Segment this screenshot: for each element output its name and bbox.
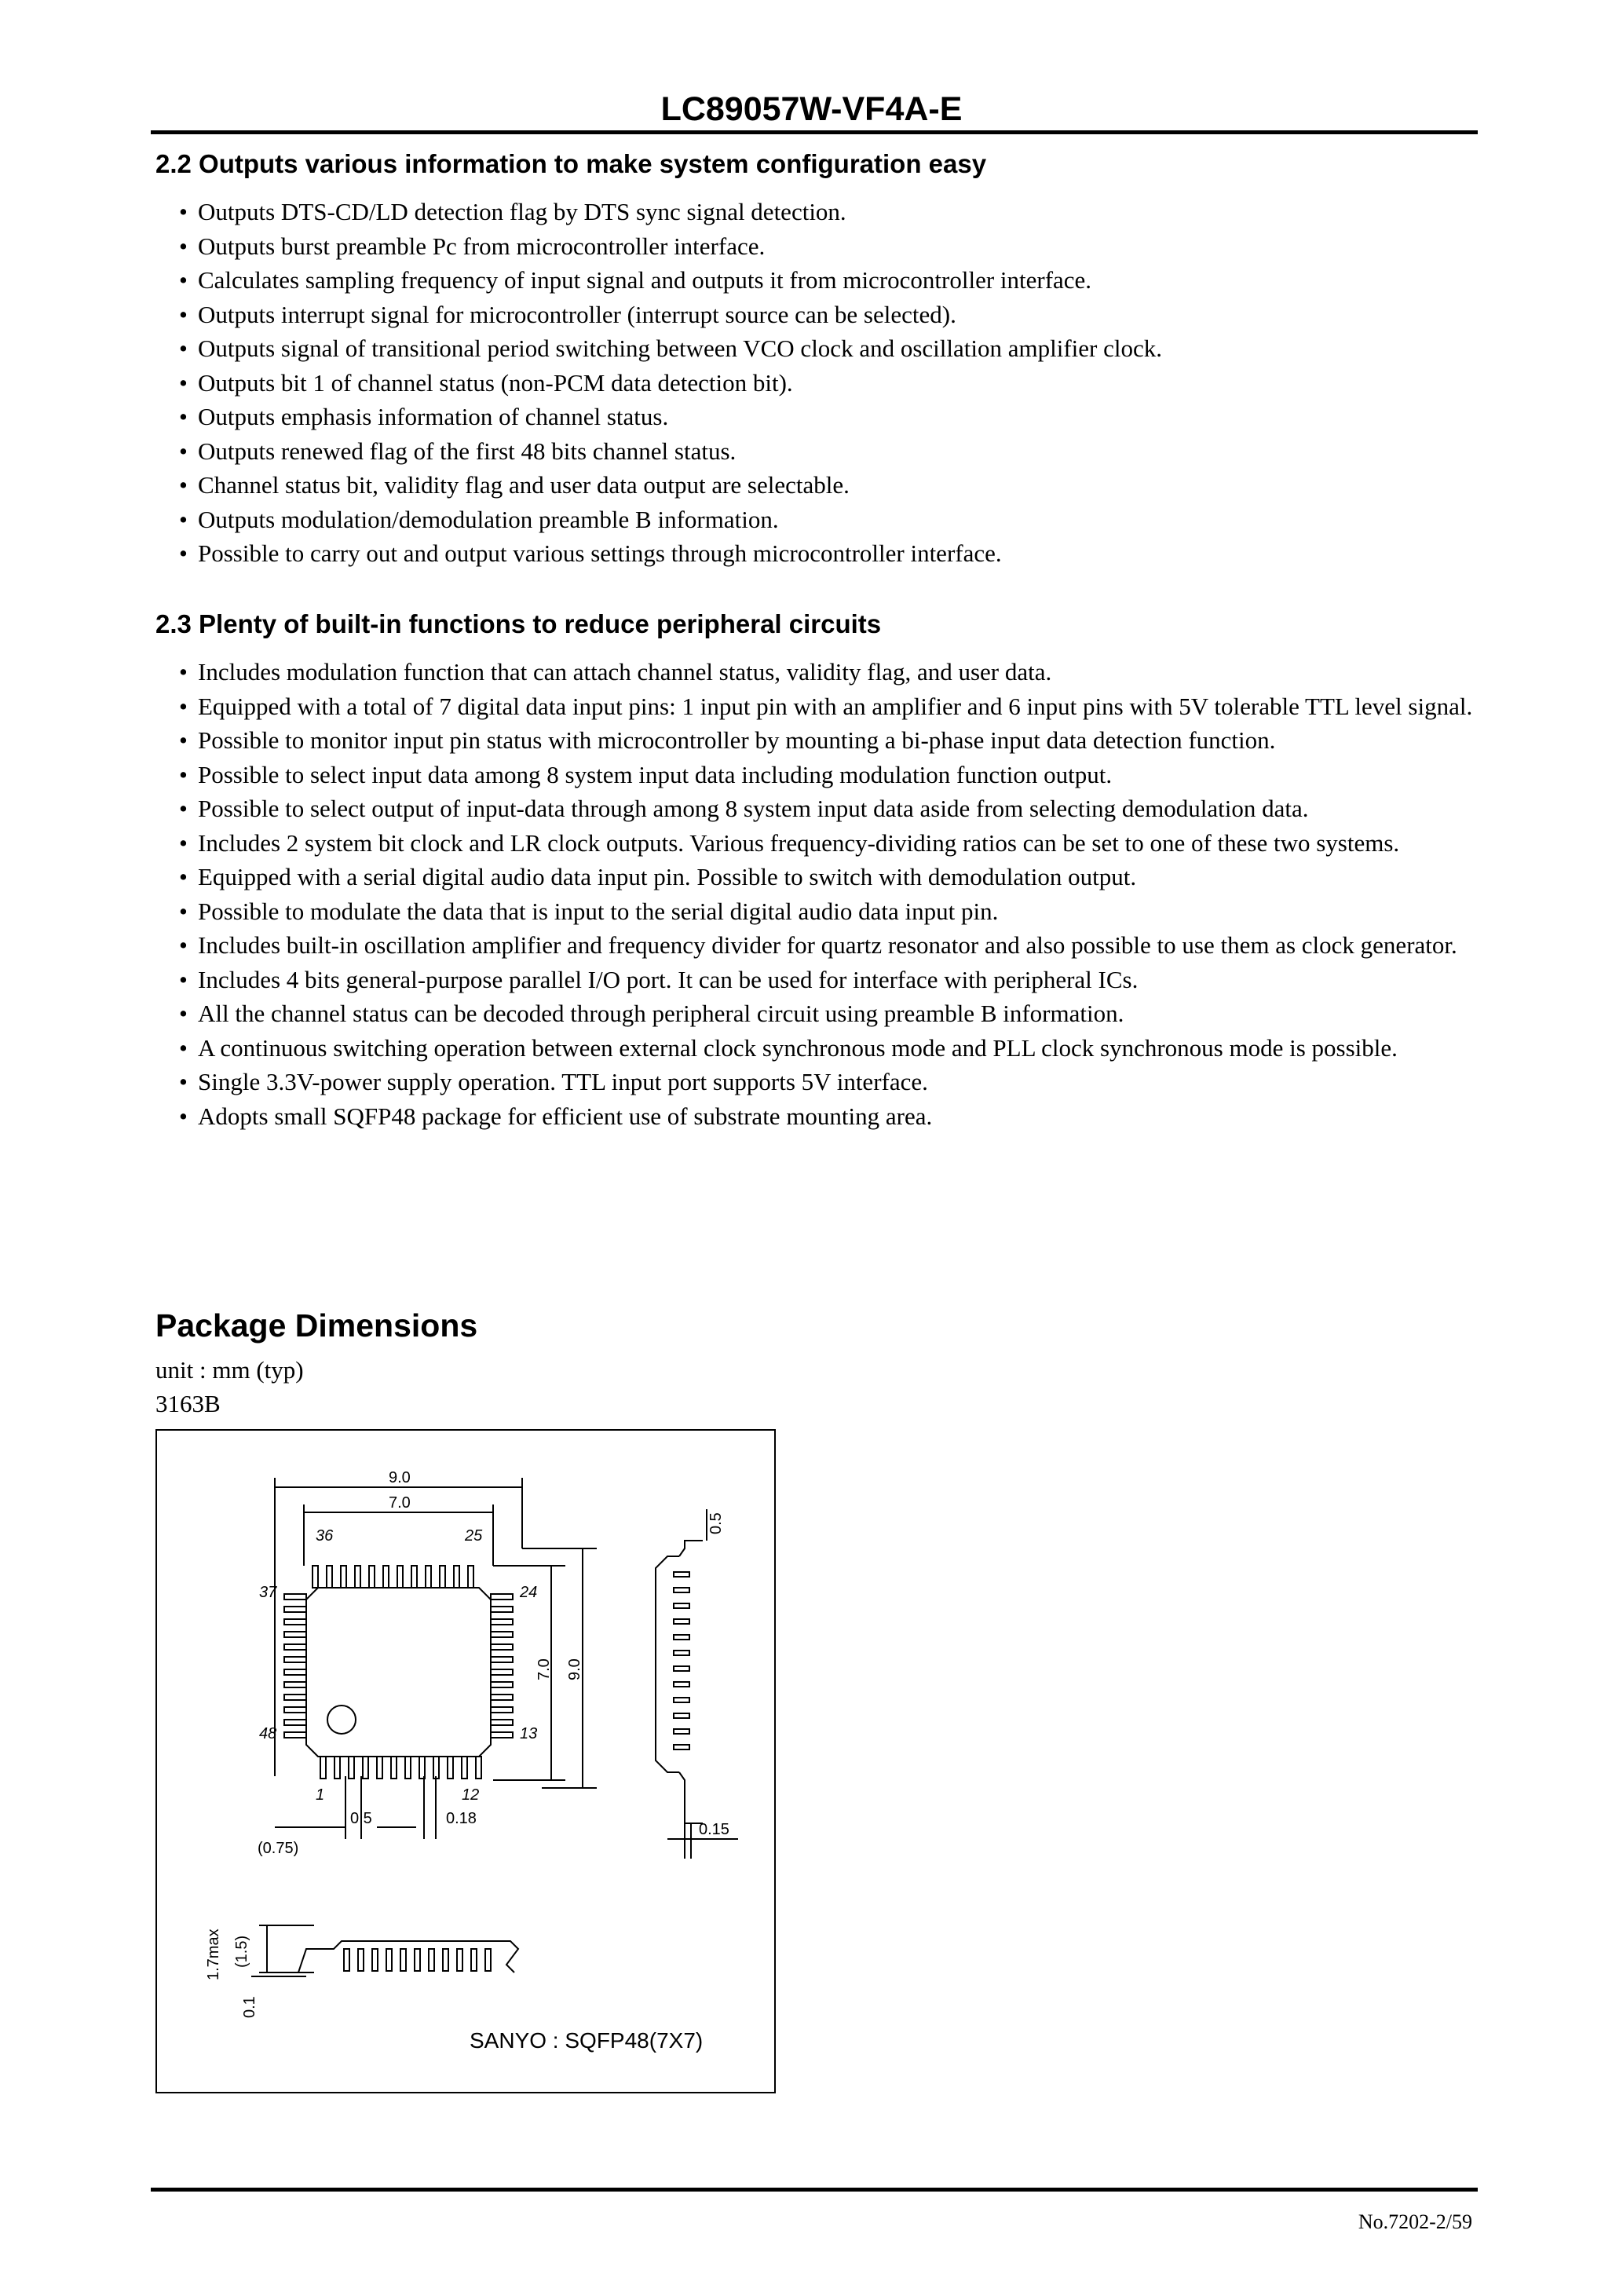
package-unit: unit : mm (typ): [155, 1356, 304, 1384]
list-item: • Channel status bit, validity flag and user data output are selectable.: [195, 468, 1482, 503]
pin-label-36: 36: [316, 1527, 334, 1545]
list-item: • Outputs signal of transitional period switching between VCO clock and oscillation amplifier clock.: [195, 331, 1482, 366]
list-item: • Includes 2 system bit clock and LR clock outputs. Various frequency-dividing ratios can be set to one of these two systems.: [195, 826, 1482, 861]
pin-label-37: 37: [259, 1584, 277, 1601]
lead-pins: [284, 1566, 689, 1971]
package-drawing: [157, 1431, 777, 2095]
dim-side-top: 0.5: [707, 1512, 725, 1534]
list-item: • Outputs bit 1 of channel status (non-PCM data detection bit).: [195, 366, 1482, 400]
list-item: • Possible to modulate the data that is input to the serial digital audio data input pin.: [195, 894, 1482, 929]
list-item: • All the channel status can be decoded through peripheral circuit using preamble B information.: [195, 996, 1482, 1031]
list-item: • Includes built-in oscillation amplifier and frequency divider for quartz resonator and also possible to use them as clock generator.: [195, 928, 1482, 963]
dim-lead-width: 0.18: [446, 1810, 477, 1827]
package-code: 3163B: [155, 1390, 221, 1417]
dim-height-outer: 9.0: [566, 1658, 583, 1680]
list-item: • Outputs burst preamble Pc from microcontroller interface.: [195, 229, 1482, 264]
document-title: LC89057W-VF4A-E: [660, 90, 963, 128]
package-dimensions-heading: Package Dimensions: [155, 1307, 478, 1344]
section-2-2-list: [195, 195, 1482, 571]
dim-side-thickness: 0.15: [699, 1821, 729, 1838]
dim-standoff: 0.1: [241, 1996, 258, 2018]
list-item: • Possible to monitor input pin status with microcontroller by mounting a bi-phase input data detection function.: [195, 723, 1482, 758]
dim-max-height: 1.7max: [205, 1929, 222, 1980]
pin-label-25: 25: [465, 1527, 483, 1545]
bottom-leads: [320, 1757, 481, 1779]
list-item: • Calculates sampling frequency of input signal and outputs it from microcontroller interface.: [195, 263, 1482, 298]
list-item: • Outputs DTS-CD/LD detection flag by DTS sync signal detection.: [195, 195, 1482, 229]
right-leads: [491, 1594, 513, 1738]
dim-lead-offset: (0.75): [258, 1840, 299, 1857]
list-item: • Includes 4 bits general-purpose parallel I/O port. It can be used for interface with peripheral ICs.: [195, 963, 1482, 997]
section-2-3-list: [195, 655, 1482, 1133]
elevation-leads: [344, 1949, 491, 1971]
header-rule: [151, 130, 1478, 134]
dim-width-inner: 7.0: [389, 1494, 411, 1512]
section-2-3-heading: 2.3 Plenty of built-in functions to reduce peripheral circuits: [155, 609, 882, 638]
package-caption: SANYO : SQFP48(7X7): [470, 2028, 704, 2053]
dim-pitch: 0.5: [350, 1810, 372, 1827]
pin-label-48: 48: [259, 1725, 277, 1742]
pin-label-24: 24: [520, 1584, 538, 1601]
list-item: • Possible to carry out and output various settings through microcontroller interface.: [195, 536, 1482, 571]
dim-body-height: (1.5): [233, 1935, 250, 1968]
footer-rule: [151, 2188, 1478, 2192]
list-item: • Outputs renewed flag of the first 48 bits channel status.: [195, 434, 1482, 469]
left-leads: [284, 1594, 306, 1738]
pin-label-1: 1: [316, 1786, 325, 1804]
top-leads: [313, 1566, 473, 1588]
side-leads: [674, 1572, 689, 1749]
list-item: • Equipped with a total of 7 digital data input pins: 1 input pin with an amplifier and 6 input pins with 5V tolerable TTL level signal.: [195, 689, 1482, 724]
pin-label-12: 12: [462, 1786, 480, 1804]
list-item: • Equipped with a serial digital audio data input pin. Possible to switch with demodulation output.: [195, 860, 1482, 894]
package-drawing-box: [155, 1429, 776, 2093]
dim-width-outer: 9.0: [389, 1469, 411, 1486]
page-number: No.7202-2/59: [1358, 2210, 1472, 2233]
list-item: • Includes modulation function that can attach channel status, validity flag, and user data.: [195, 655, 1482, 689]
list-item: • Outputs interrupt signal for microcontroller (interrupt source can be selected).: [195, 298, 1482, 332]
list-item: • Single 3.3V-power supply operation. TTL input port supports 5V interface.: [195, 1065, 1482, 1099]
list-item: • Adopts small SQFP48 package for efficient use of substrate mounting area.: [195, 1099, 1482, 1134]
list-item: • A continuous switching operation between external clock synchronous mode and PLL clock synchronous mode is possible.: [195, 1031, 1482, 1066]
list-item: • Outputs modulation/demodulation preamble B information.: [195, 503, 1482, 537]
pin-label-13: 13: [520, 1725, 538, 1742]
list-item: • Possible to select input data among 8 system input data including modulation function output.: [195, 758, 1482, 792]
pin1-marker: [327, 1706, 356, 1734]
dim-height-inner: 7.0: [536, 1658, 553, 1680]
section-2-2-heading: 2.2 Outputs various information to make system configuration easy: [155, 149, 987, 178]
list-item: • Outputs emphasis information of channel status.: [195, 400, 1482, 434]
list-item: • Possible to select output of input-data through among 8 system input data aside from selecting demodulation data.: [195, 792, 1482, 826]
